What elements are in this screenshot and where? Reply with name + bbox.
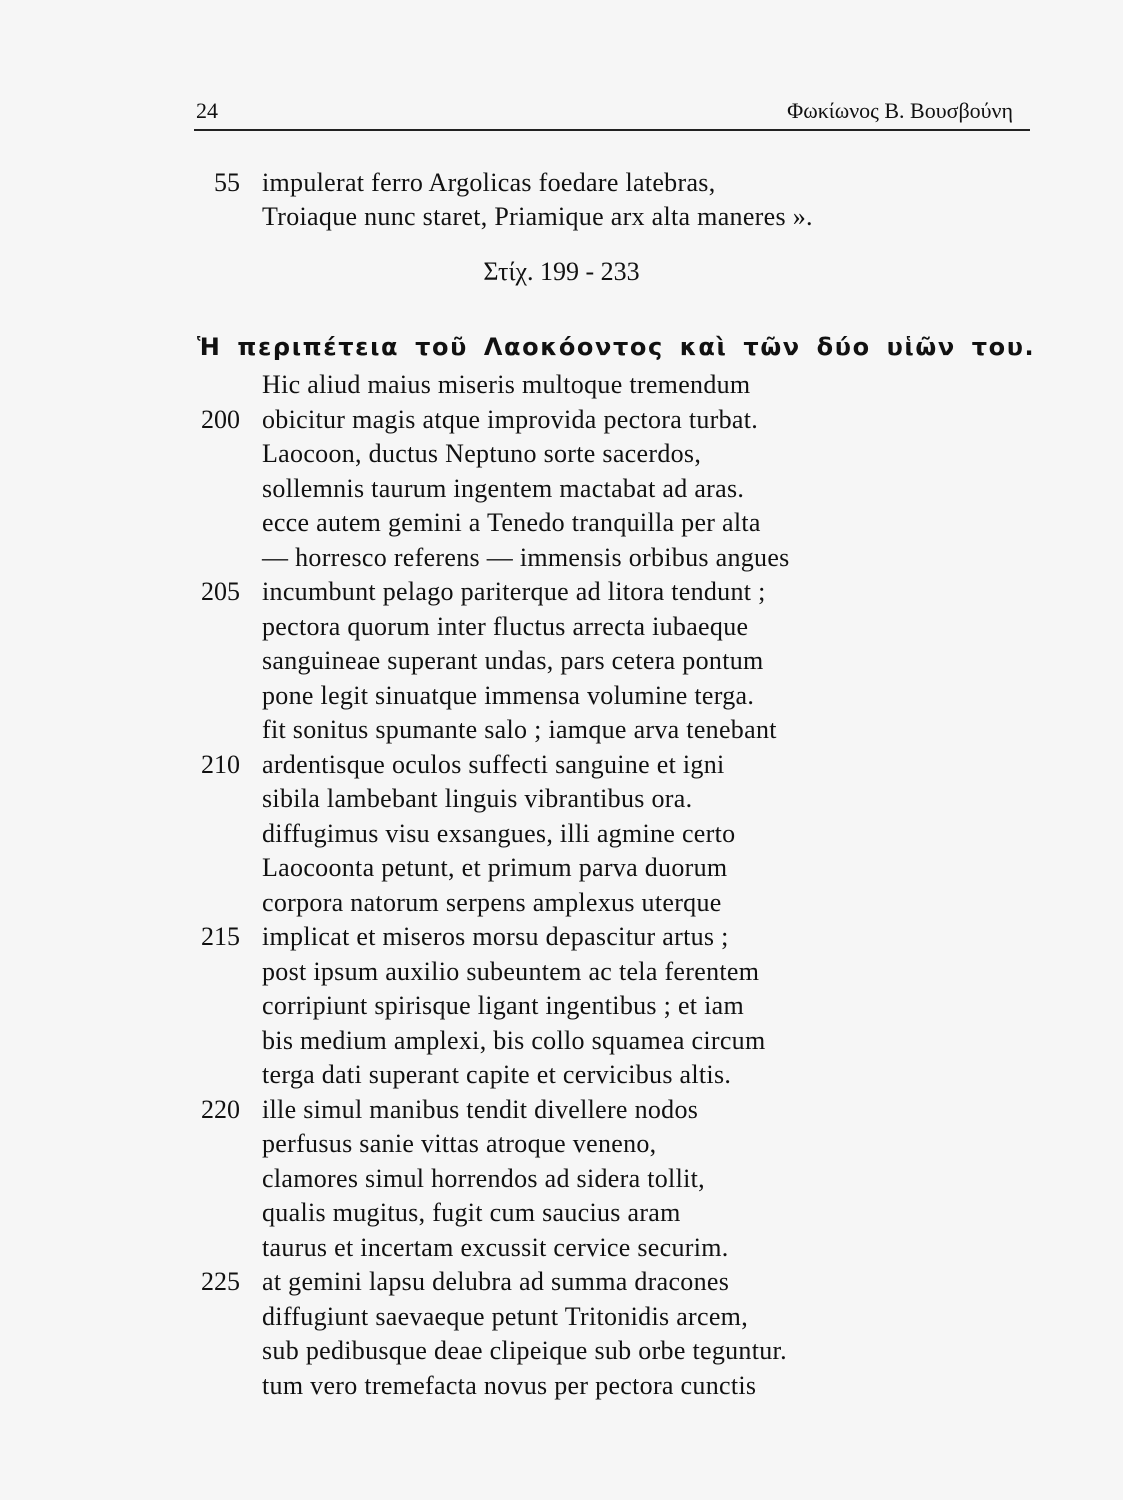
verse-line: Laocoon, ductus Neptuno sorte sacerdos,	[262, 439, 702, 468]
verse-line: incumbunt pelago pariterque ad litora tendunt ;	[262, 577, 766, 606]
line-number: 200	[201, 404, 240, 434]
verse-line: qualis mugitus, fugit cum saucius aram	[262, 1198, 681, 1227]
verse-line: sanguineae superant undas, pars cetera pontum	[262, 646, 764, 675]
verse-line: diffugimus visu exsangues, illi agmine certo	[262, 818, 736, 848]
verse-line: Hic aliud maius miseris multoque tremendum	[262, 370, 751, 399]
line-number: 220	[201, 1094, 240, 1124]
verse-line: corpora natorum serpens amplexus uterque	[262, 887, 722, 917]
section-title: Ἡ περιπέτεια τοῦ Λαοκόοντος καὶ τῶν δύο υἱῶν του.	[197, 333, 1036, 361]
header-rule	[194, 129, 1030, 131]
verse-line: clamores simul horrendos ad sidera tollit,	[262, 1163, 705, 1193]
verse-line: corripiunt spirisque ligant ingentibus ; et iam	[262, 991, 745, 1020]
verse-line: sollemnis taurum ingentem mactabat ad aras.	[262, 473, 745, 503]
verse-line: taurus et incertam excussit cervice securim.	[262, 1232, 729, 1262]
verse-line: ecce autem gemini a Tenedo tranquilla per alta	[262, 508, 761, 537]
verse-line: ardentisque oculos suffecti sanguine et igni	[262, 749, 725, 779]
verse-line: pectora quorum inter fluctus arrecta iubaeque	[262, 611, 749, 641]
verse-line: bis medium amplexi, bis collo squamea circum	[262, 1025, 766, 1055]
page-number: 24	[196, 98, 218, 123]
verse-line: sibila lambebant linguis vibrantibus ora.	[262, 784, 693, 813]
verse-line: post ipsum auxilio subeuntem ac tela ferentem	[262, 956, 760, 986]
verse-line: — horresco referens — immensis orbibus angues	[262, 542, 790, 572]
verse-line: obicitur magis atque improvida pectora turbat.	[262, 404, 759, 434]
verse-line: impulerat ferro Argolicas foedare latebras,	[262, 168, 716, 197]
verse-line: Troiaque nunc staret, Priamique arx alta maneres ».	[262, 202, 813, 231]
verse-line: tum vero tremefacta novus per pectora cunctis	[262, 1370, 757, 1400]
line-number: 205	[201, 577, 240, 606]
verse-line: perfusus sanie vittas atroque veneno,	[262, 1129, 657, 1158]
verse-line: fit sonitus spumante salo ; iamque arva tenebant	[262, 715, 777, 744]
verse-line: diffugiunt saevaeque petunt Tritonidis arcem,	[262, 1301, 748, 1331]
verse-line: Laocoonta petunt, et primum parva duorum	[262, 853, 728, 882]
line-number: 215	[201, 922, 240, 951]
line-number: 225	[201, 1267, 240, 1296]
section-reference: Στίχ. 199 - 233	[483, 257, 640, 286]
verse-line: ille simul manibus tendit divellere nodos	[262, 1094, 699, 1124]
line-number: 210	[201, 749, 240, 779]
verse-line: pone legit sinuatque immensa volumine terga.	[262, 680, 755, 710]
line-number: 55	[214, 168, 240, 197]
verse-line: terga dati superant capite et cervicibus altis.	[262, 1060, 732, 1089]
verse-line: at gemini lapsu delubra ad summa dracones	[262, 1267, 730, 1296]
verse-line: implicat et miseros morsu depascitur artus ;	[262, 922, 729, 951]
verse-line: sub pedibusque deae clipeique sub orbe teguntur.	[262, 1336, 787, 1365]
running-header-author: Φωκίωνος Β. Βουσβούνη	[787, 98, 1013, 123]
